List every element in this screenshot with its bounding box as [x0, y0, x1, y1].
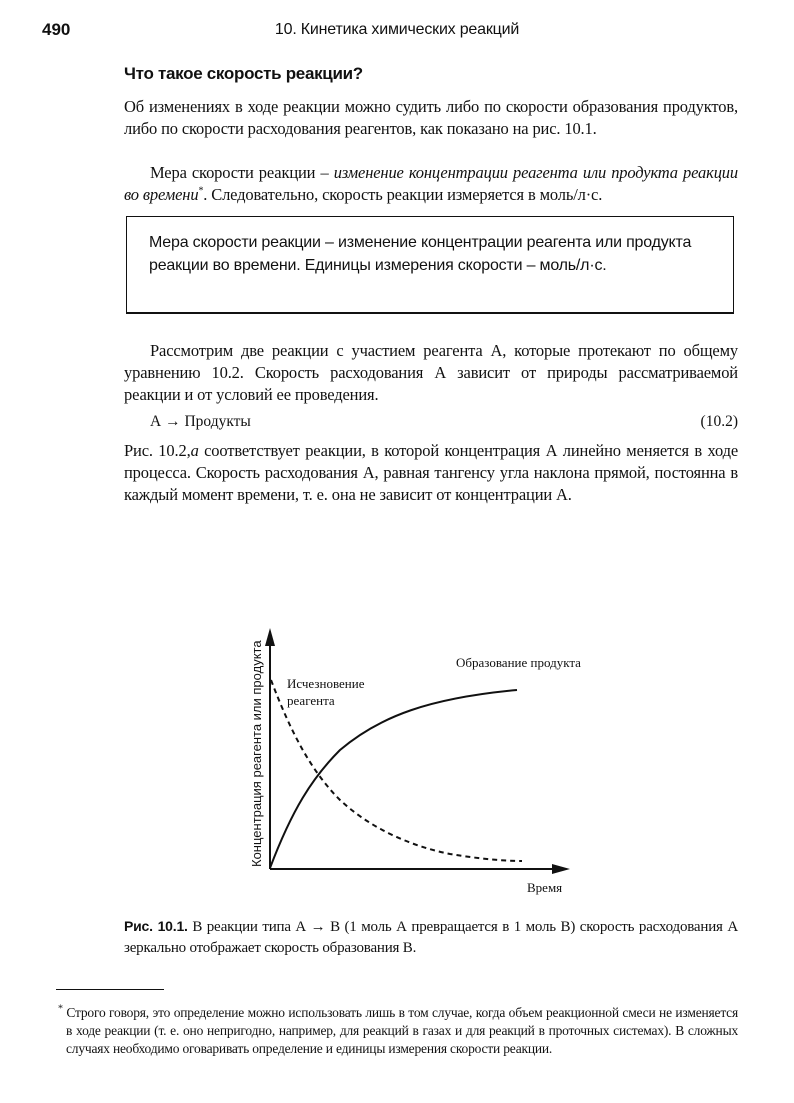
running-title: 10. Кинетика химических реакций — [274, 21, 520, 38]
definition-callout-box — [126, 216, 734, 314]
paragraph-2-start: Мера скорости реакции – — [150, 163, 334, 182]
product-formation-curve — [270, 690, 517, 868]
footnote-text: Строго говоря, это определение можно использовать лишь в том случае, когда объем реакционной смеси не изменяется в ходе реакции (т. е. оно непригодно, например, для реакций в газах и для реакций в проточных системах). В сложных случаях необходимо оговаривать определение и единицы измерения скорости реакции. — [62, 1005, 738, 1056]
label-product-formation: Образование продукта — [456, 655, 581, 670]
paragraph-1: Об изменениях в ходе реакции можно судить либо по скорости образования продуктов, либо по скорости расходования реагентов, как показано на рис. 10.1. — [124, 97, 738, 138]
footnote-marker: * — [198, 185, 204, 197]
callout-text: Мера скорости реакции – изменение концентрации реагента или продукта реакции во времени. Единицы измерения скорости – моль/л·с. — [149, 234, 692, 274]
figure-caption — [124, 916, 738, 959]
label-reagent-line1: Исчезновение — [287, 676, 365, 691]
equation-number: (10.2) — [700, 413, 738, 430]
figure-ref-italic: а — [190, 441, 199, 460]
caption-text: В реакции типа А → В (1 моль А превращается в 1 моль В) скорость расходования А зеркально отображает скорость образования В. — [124, 919, 738, 956]
footnote — [58, 1004, 738, 1058]
page-number: 490 — [42, 20, 71, 39]
equation-expression: А → Продукты — [150, 413, 251, 430]
footnote-mark: * — [58, 1003, 63, 1015]
x-axis-label: Время — [527, 880, 563, 895]
y-axis-label: Концентрация реагента или продукта — [249, 640, 264, 867]
definition-italic: изменение концентрации реагента или продукта реакции во времени — [124, 163, 738, 204]
caption-label: Рис. 10.1. — [124, 918, 188, 934]
concentration-time-chart — [230, 620, 610, 900]
paragraph-2-end: . Следовательно, скорость реакции измеряется в моль/л·с. — [203, 185, 603, 204]
paragraph-4-start: Рис. 10.2, — [124, 441, 191, 460]
paragraph-3: Рассмотрим две реакции с участием реагента А, которые протекают по общему уравнению 10.2. Скорость расходования А зависит от природы рассматриваемой реакции и от условий ее проведения. — [124, 341, 738, 404]
footnote-body — [58, 1004, 738, 1058]
section-title: Что такое скорость реакции? — [124, 64, 363, 83]
paragraph-4-end: соответствует реакции, в которой концентрация А линейно меняется в ходе процесса. Скорость расходования А, равная тангенсу угла наклона прямой, постоянна в каждый момент времени, т. е. она не зависит от концентрации А. — [124, 441, 738, 504]
paragraph-2 — [124, 162, 738, 206]
figure-10-1 — [230, 620, 610, 900]
footnote-divider — [56, 989, 164, 990]
x-axis-arrow-icon — [552, 864, 570, 874]
label-reagent-line2: реагента — [287, 693, 335, 708]
paragraph-4 — [124, 440, 738, 506]
y-axis-arrow-icon — [265, 628, 275, 646]
